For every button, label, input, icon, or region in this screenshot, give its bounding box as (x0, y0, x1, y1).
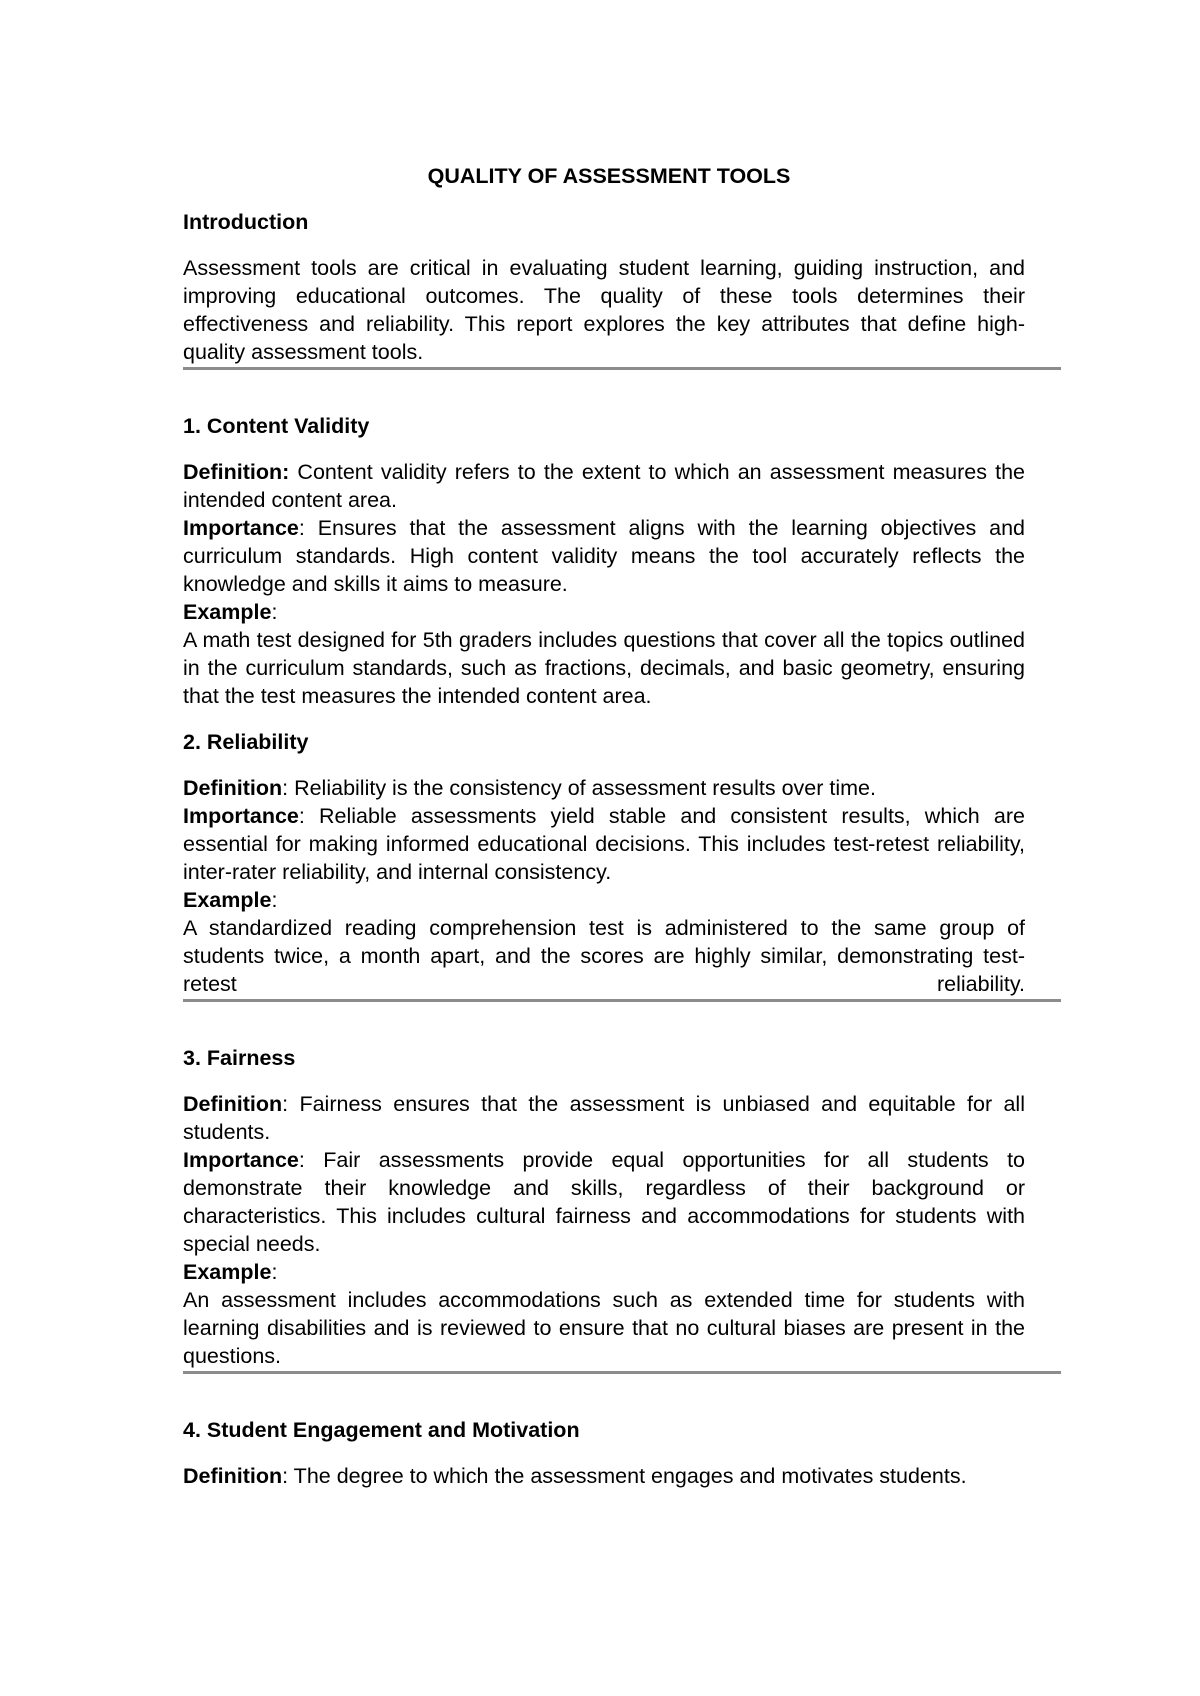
example-label: Example (183, 1260, 272, 1284)
importance-paragraph (183, 802, 1025, 886)
section-heading: 1. Content Validity (183, 414, 370, 438)
definition-paragraph (183, 1090, 1025, 1146)
example-colon: : (271, 1260, 278, 1284)
importance-text: : Reliable assessments yield stable and consistent results, which are essential for making informed educational decisions. This includes test-retest reliability, inter-rater reliability, and internal consistency. (183, 804, 1025, 884)
example-colon: : (271, 888, 278, 912)
section-content-validity (183, 412, 1025, 710)
definition-label: Definition (183, 1464, 283, 1488)
definition-text: Content validity refers to the extent to which an assessment measures the intended content area. (183, 460, 1025, 512)
example-heading (183, 886, 1025, 914)
definition-label: Definition (183, 1092, 283, 1116)
definition-paragraph (183, 774, 1025, 802)
definition-paragraph (183, 1462, 1025, 1490)
importance-label: Importance (183, 516, 299, 540)
section-fairness (183, 1044, 1025, 1370)
section-heading: 4. Student Engagement and Motivation (183, 1418, 580, 1442)
text-column (183, 162, 1025, 366)
definition-text: : The degree to which the assessment engages and motivates students. (282, 1464, 967, 1488)
example-heading (183, 1258, 1025, 1286)
intro-paragraph: Assessment tools are critical in evaluating student learning, guiding instruction, and improving educational outcomes. The quality of these tools determines their effectiveness and reliability. This report explores the key attributes that define high-quality assessment tools. (183, 256, 1025, 364)
importance-label: Importance (183, 804, 299, 828)
importance-text: : Ensures that the assessment aligns with the learning objectives and curriculum standards. High content validity means the tool accurately reflects the knowledge and skills it aims to measure. (183, 516, 1025, 596)
example-text: A standardized reading comprehension test is administered to the same group of students twice, a month apart, and the scores are highly similar, demonstrating test-retest reliability. (183, 916, 1025, 996)
example-label: Example (183, 888, 272, 912)
importance-label: Importance (183, 1148, 299, 1172)
definition-text: : Fairness ensures that the assessment is unbiased and equitable for all students. (183, 1092, 1025, 1144)
example-text: An assessment includes accommodations such as extended time for students with learning disabilities and is reviewed to ensure that no cultural biases are present in the questions. (183, 1288, 1025, 1368)
example-colon: : (271, 600, 278, 624)
importance-paragraph (183, 514, 1025, 598)
example-text: A math test designed for 5th graders includes questions that cover all the topics outlined in the curriculum standards, such as fractions, decimals, and basic geometry, ensuring that the test measures the intended content area. (183, 628, 1025, 708)
example-heading (183, 598, 1025, 626)
definition-paragraph (183, 458, 1025, 514)
definition-text: : Reliability is the consistency of assessment results over time. (282, 776, 876, 800)
section-heading: 2. Reliability (183, 730, 309, 754)
definition-label: Definition (183, 776, 283, 800)
document-page (183, 162, 1027, 1490)
example-label: Example (183, 600, 272, 624)
importance-text: : Fair assessments provide equal opportunities for all students to demonstrate their knowledge and skills, regardless of their background or characteristics. This includes cultural fairness and accommodations for students with special needs. (183, 1148, 1025, 1256)
section-heading: 3. Fairness (183, 1046, 296, 1070)
section-reliability (183, 728, 1025, 998)
definition-label: Definition: (183, 460, 290, 484)
importance-paragraph (183, 1146, 1025, 1258)
section-student-engagement (183, 1416, 1025, 1490)
document-title: QUALITY OF ASSESSMENT TOOLS (427, 164, 791, 188)
intro-heading: Introduction (183, 210, 309, 234)
